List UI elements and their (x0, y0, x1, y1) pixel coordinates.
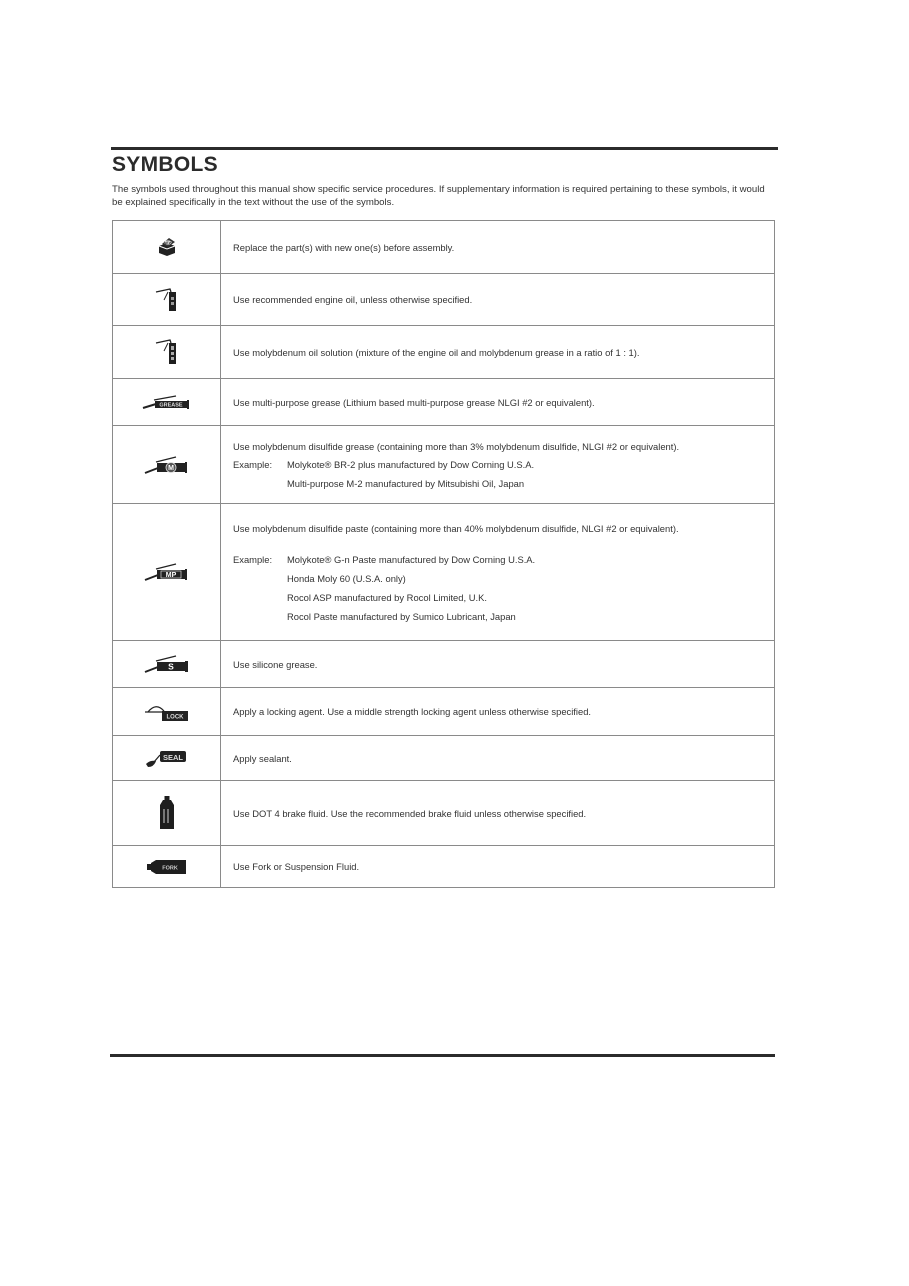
example-item: Rocol Paste manufactured by Sumico Lubricant, Japan (287, 610, 516, 622)
table-row (113, 846, 775, 888)
example-label: Example: (233, 458, 273, 470)
silicone-grease-icon (144, 657, 190, 672)
table-row (113, 781, 775, 846)
symbol-description: Use recommended engine oil, unless otherwise specified. (233, 294, 473, 305)
bottom-rule (110, 1054, 775, 1057)
molybdenum-oil-icon (154, 345, 180, 356)
svg-text:GREASE: GREASE (158, 402, 183, 409)
moly-paste-icon (144, 565, 190, 579)
symbol-description: Use molybdenum disulfide grease (containing more than 3% molybdenum disulfide, NLGI #2 or equivalent). (233, 440, 680, 452)
table-row (113, 326, 775, 379)
brake-fluid-icon (159, 806, 175, 817)
example-line (233, 553, 762, 566)
sealant-icon (144, 751, 190, 762)
table-row (113, 504, 775, 641)
symbol-description: Use multi-purpose grease (Lithium based multi-purpose grease NLGI #2 or equivalent). (233, 396, 595, 408)
svg-text:NEW: NEW (163, 241, 172, 245)
svg-text:M: M (167, 464, 174, 472)
example-item: Honda Moly 60 (U.S.A. only) (287, 572, 406, 584)
symbol-description: Apply sealant. (233, 752, 292, 764)
grease-icon (142, 395, 192, 409)
symbols-table (112, 220, 775, 888)
symbol-description: Use Fork or Suspension Fluid. (233, 861, 360, 872)
page-title: SYMBOLS (112, 153, 218, 176)
moly-grease-icon (144, 458, 190, 472)
svg-text:S: S (167, 661, 174, 672)
table-row (113, 688, 775, 736)
table-row (113, 379, 775, 426)
locking-agent-icon (144, 705, 190, 720)
example-item: Rocol ASP manufactured by Rocol Limited, U.K. (287, 591, 487, 603)
svg-text:MP: MP (165, 572, 176, 579)
svg-text:SEAL: SEAL (162, 753, 183, 762)
table-row (113, 274, 775, 326)
example-item: Multi-purpose M-2 manufactured by Mitsubishi Oil, Japan (287, 477, 525, 489)
table-row (113, 221, 775, 274)
symbol-description: Use DOT 4 brake fluid. Use the recommended brake fluid unless otherwise specified. (233, 807, 587, 819)
symbol-description: Use silicone grease. (233, 658, 318, 670)
table-row (113, 426, 775, 504)
top-rule (111, 147, 778, 150)
fork-fluid-icon (147, 860, 187, 871)
table-row (113, 641, 775, 688)
intro-paragraph: The symbols used throughout this manual show specific service procedures. If supplementary information is required pertaining to these symbols, it would be explained specifically in the text without the use of the symbols. (112, 184, 765, 208)
symbol-description: Apply a locking agent. Use a middle strength locking agent unless otherwise specified. (233, 706, 592, 717)
example-item: Molykote® BR-2 plus manufactured by Dow Corning U.S.A. (287, 458, 535, 470)
example-label: Example: (233, 553, 273, 565)
symbol-description: Use molybdenum oil solution (mixture of the engine oil and molybdenum grease in a ratio of 1 : 1). (233, 346, 640, 358)
svg-text:FORK: FORK (161, 865, 178, 871)
engine-oil-icon (154, 293, 180, 304)
table-row (113, 736, 775, 781)
new-part-icon (156, 240, 178, 251)
example-line (233, 458, 762, 471)
symbol-description: Replace the part(s) with new one(s) before assembly. (233, 241, 455, 253)
symbol-description: Use molybdenum disulfide paste (containing more than 40% molybdenum disulfide, NLGI #2 or equivalent). (233, 522, 679, 534)
svg-text:LOCK: LOCK (166, 714, 183, 720)
example-item: Molykote® G-n Paste manufactured by Dow Corning U.S.A. (287, 553, 536, 565)
